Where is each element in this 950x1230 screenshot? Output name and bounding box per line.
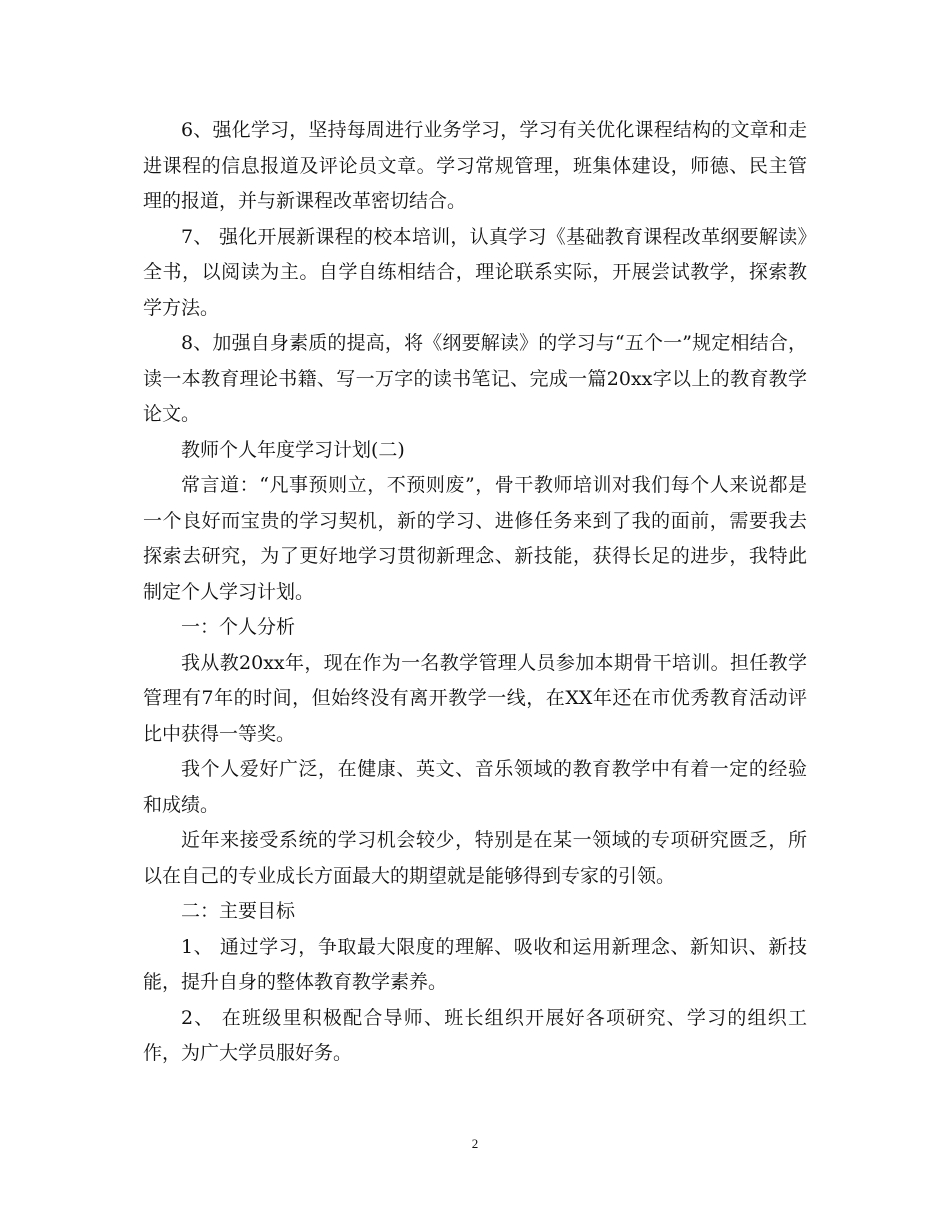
document-body [143, 113, 807, 1072]
goal-item-1: 1、 通过学习，争取最大限度的理解、吸收和运用新理念、新知识、新技能，提升自身的整体教育教学素养。 [143, 935, 807, 993]
paragraph-expectation: 近年来接受系统的学习机会较少，特别是在某一领域的专项研究匮乏，所以在自己的专业成长方面最大的期望就是能够得到专家的引领。 [143, 829, 807, 887]
paragraph-item-7: 7、 强化开展新课程的校本培训，认真学习《基础教育课程改革纲要解读》全书，以阅读为主。自学自练相结合，理论联系实际，开展尝试教学，探索教学方法。 [143, 225, 807, 319]
paragraph-interests: 我个人爱好广泛，在健康、英文、音乐领域的教育教学中有着一定的经验和成绩。 [143, 758, 807, 816]
paragraph-item-8: 8、加强自身素质的提高，将《纲要解读》的学习与“五个一”规定相结合，读一本教育理论书籍、写一万字的读书笔记、完成一篇20xx字以上的教育教学论文。 [143, 332, 807, 425]
paragraph-item-6: 6、强化学习，坚持每周进行业务学习，学习有关优化课程结构的文章和走进课程的信息报道及评论员文章。学习常规管理，班集体建设，师德、民主管理的报道，并与新课程改革密切结合。 [143, 119, 807, 212]
section-title: 教师个人年度学习计划(二) [181, 438, 405, 461]
heading-main-goals: 二：主要目标 [181, 900, 296, 922]
heading-personal-analysis: 一：个人分析 [181, 616, 296, 638]
paragraph-experience: 我从教20xx年，现在作为一名教学管理人员参加本期骨干培训。担任教学管理有7年的时间，但始终没有离开教学一线，在XX年还在市优秀教育活动评比中获得一等奖。 [143, 651, 807, 745]
intro-paragraph: 常言道：“凡事预则立，不预则废”，骨干教师培训对我们每个人来说都是一个良好而宝贵的学习契机，新的学习、进修任务来到了我的面前，需要我去探索去研究，为了更好地学习贯彻新理念、新技能，获得长足的进步，我特此制定个人学习计划。 [143, 474, 807, 603]
page-number: 2 [471, 1136, 479, 1151]
goal-item-2: 2、 在班级里积极配合导师、班长组织开展好各项研究、学习的组织工作，为广大学员服好务。 [143, 1006, 807, 1064]
